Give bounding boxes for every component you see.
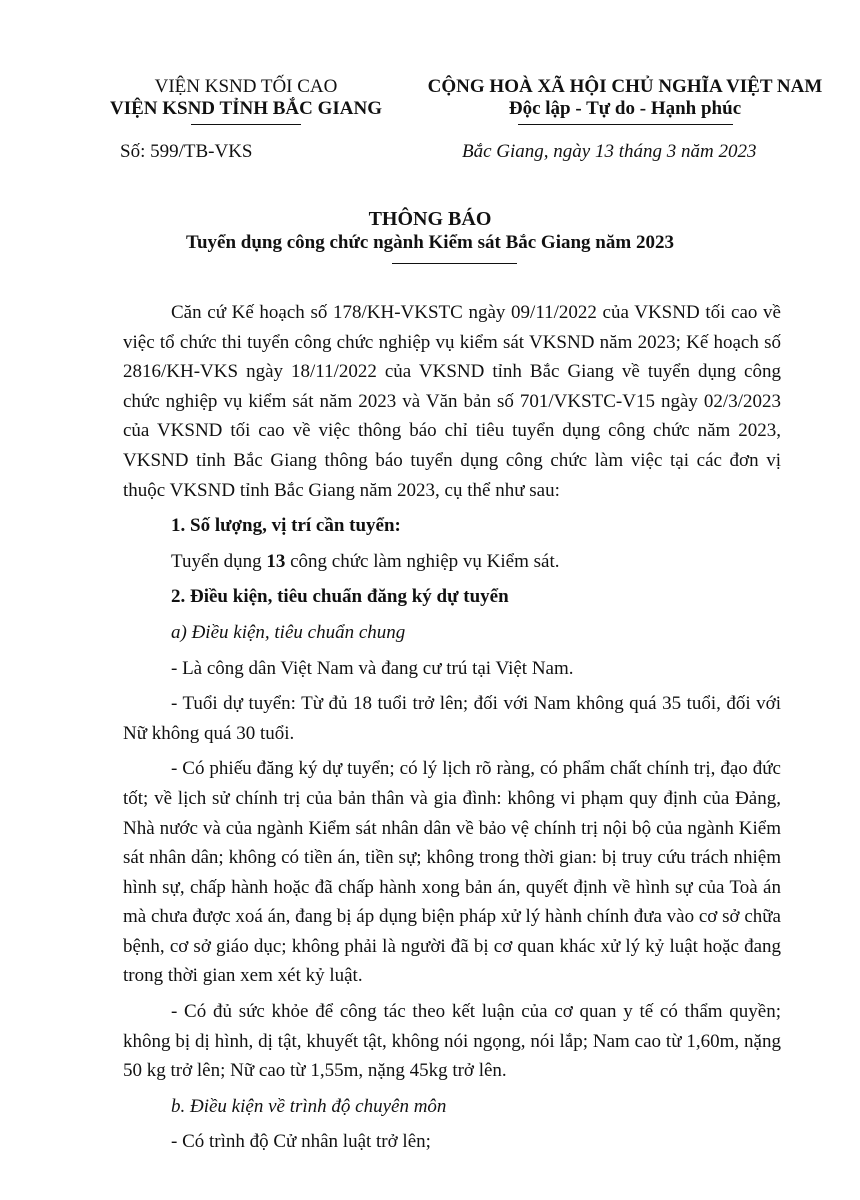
parent-agency: VIỆN KSND TỐI CAO [154,76,338,97]
subsection-b-heading: b. Điều kiện về trình độ chuyên môn [171,1095,447,1117]
section-2-heading: 2. Điều kiện, tiêu chuẩn đăng ký dự tuyển [171,586,509,608]
document-body [123,298,781,1157]
document-number: Số: 599/TB-VKS [120,141,253,162]
agency-underline [191,124,301,125]
title-underline [392,263,517,264]
section-1-text-pre: Tuyển dụng [171,550,267,572]
qualification-item: - Có trình độ Cử nhân luật trở lên; [171,1131,431,1153]
section-1-heading: 1. Số lượng, vị trí cần tuyển: [171,515,401,537]
section-1-count: 13 [266,550,286,572]
document-title: THÔNG BÁO [368,208,492,230]
condition-item: - Có phiếu đăng ký dự tuyển; có lý lịch rõ ràng, có phẩm chất chính trị, đạo đức tốt; về lịch sử chính trị của bản thân và gia đình: không vi phạm quy định của Đảng, Nhà nước và của ngành Kiểm sát nhân dân về bảo vệ chính trị nội bộ của ngành Kiểm sát nhân dân; không có tiền án, tiền sự; không trong thời gian: bị truy cứu trách nhiệm hình sự, chấp hành hoặc đã chấp hành xong bản án, quyết định về hình sự của Toà án mà chưa được xoá án, đang bị áp dụng biện pháp xử lý hành chính đưa vào cơ sở chữa bệnh, cơ sở giáo dục; không phải là người đã bị cơ quan khác xử lý kỷ luật hoặc đang trong thời gian xem xét kỷ luật. [123,758,781,987]
issuing-agency: VIỆN KSND TỈNH BẮC GIANG [109,98,383,119]
section-1-text [123,547,781,577]
issuing-agency-block [96,76,396,125]
condition-item: - Tuổi dự tuyển: Từ đủ 18 tuổi trở lên; đối với Nam không quá 35 tuổi, đối với Nữ không quá 30 tuổi. [123,693,781,744]
document-subtitle: Tuyển dụng công chức ngành Kiểm sát Bắc Giang năm 2023 [186,232,674,253]
place-date: Bắc Giang, ngày 13 tháng 3 năm 2023 [462,141,757,162]
country-name: CỘNG HOÀ XÃ HỘI CHỦ NGHĨA VIỆT NAM [427,76,823,97]
section-1-text-post: công chức làm nghiệp vụ Kiểm sát. [285,550,560,572]
subsection-a-heading: a) Điều kiện, tiêu chuẩn chung [171,621,406,643]
national-title-block [405,76,845,125]
condition-item: - Là công dân Việt Nam và đang cư trú tại Việt Nam. [171,657,574,679]
condition-item: - Có đủ sức khỏe để công tác theo kết luận của cơ quan y tế có thẩm quyền; không bị dị hình, dị tật, khuyết tật, không nói ngọng, nói lắp; Nam cao từ 1,60m, nặng 50 kg trở lên; Nữ cao từ 1,55m, nặng 45kg trở lên. [123,1001,781,1082]
motto-underline [518,124,733,125]
national-motto: Độc lập - Tự do - Hạnh phúc [508,98,742,119]
intro-paragraph: Căn cứ Kế hoạch số 178/KH-VKSTC ngày 09/11/2022 của VKSND tối cao về việc tổ chức thi tuyển công chức nghiệp vụ kiểm sát VKSND năm 2023; Kế hoạch số 2816/KH-VKS ngày 18/11/2022 của VKSND tỉnh Bắc Giang về tuyển dụng công chức nghiệp vụ kiểm sát năm 2023 và Văn bản số 701/VKSTC-V15 ngày 02/3/2023 của VKSND tối cao về việc thông báo chỉ tiêu tuyển dụng công chức năm 2023, VKSND tỉnh Bắc Giang thông báo tuyển dụng công chức làm việc tại các đơn vị thuộc VKSND tỉnh Bắc Giang năm 2023, cụ thể như sau: [123,302,781,501]
